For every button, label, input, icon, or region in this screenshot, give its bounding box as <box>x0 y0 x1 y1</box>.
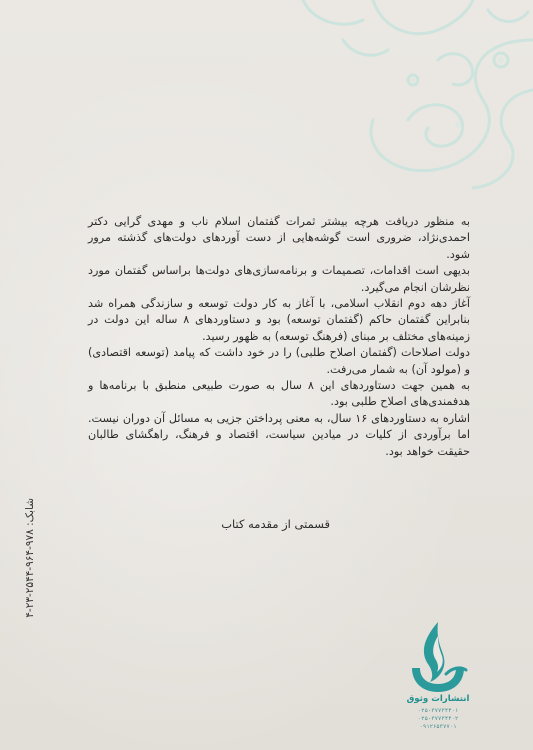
excerpt-note: قسمتی از مقدمه کتاب <box>221 517 330 531</box>
paragraph: به منظور دریافت هرچه بیشتر ثمرات گفتمان اسلام ناب و مهدی گرایی دکتر احمدی‌نژاد، ضروری است گوشه‌هایی از دست آوردهای دولت‌های گذشته مرور شود. <box>88 215 470 261</box>
publisher-contact: ۰۹۱۲۶۵۳۷۷۰۱ <box>419 724 457 730</box>
publisher-contact: ۰۲۵-۳۷۷۳۴۴۰۱ <box>417 708 459 714</box>
publisher-contact: ۰۲۵-۳۷۷۳۴۴۰۲ <box>417 716 459 722</box>
paragraph: بدیهی است اقدامات، تصمیمات و برنامه‌سازی‌های دولت‌ها براساس گفتمان مورد نظرشان انجام می‌گیرد. <box>88 264 470 294</box>
isbn: شابک: ۹۷۸-۹۶۴-۲۵۴۴-۲۳-۴ <box>24 498 36 618</box>
publisher-name: انتشارات وثوق <box>406 694 470 704</box>
paragraph: دولت اصلاحات (گفتمان اصلاح طلبی) را در خود داشت که پیامد (توسعه اقتصادی) و (مولود آن) به شمار می‌رفت. <box>88 346 470 376</box>
paragraph: آغاز دهه دوم انقلاب اسلامی، با آغاز به کار دولت توسعه و سازندگی همراه شد بنابراین گفتمان حاکم (گفتمان توسعه) بود و دستاوردهای ۸ ساله این دولت در زمینه‌های مختلف بر مبنای (فرهنگ توسعه) به ظهور رسید. <box>88 297 470 343</box>
publisher-emblem-icon <box>406 618 470 696</box>
paragraph: به همین جهت دستاوردهای این ۸ سال به صورت طبیعی منطبق با برنامه‌ها و هدفمندی‌های اصلاح طلبی بود. <box>88 379 470 409</box>
decorative-ornament <box>233 0 533 190</box>
paragraph: اشاره به دستاوردهای ۱۶ سال، به معنی پرداختن جزیی به مسائل آن دوران نیست. اما برآوردی از کلیات در میادین سیاست، اقتصاد و فرهنگ، راهگشای طالبان حقیقت خواهد بود. <box>88 411 470 458</box>
publisher-logo <box>396 618 480 736</box>
back-cover-text <box>88 214 470 460</box>
